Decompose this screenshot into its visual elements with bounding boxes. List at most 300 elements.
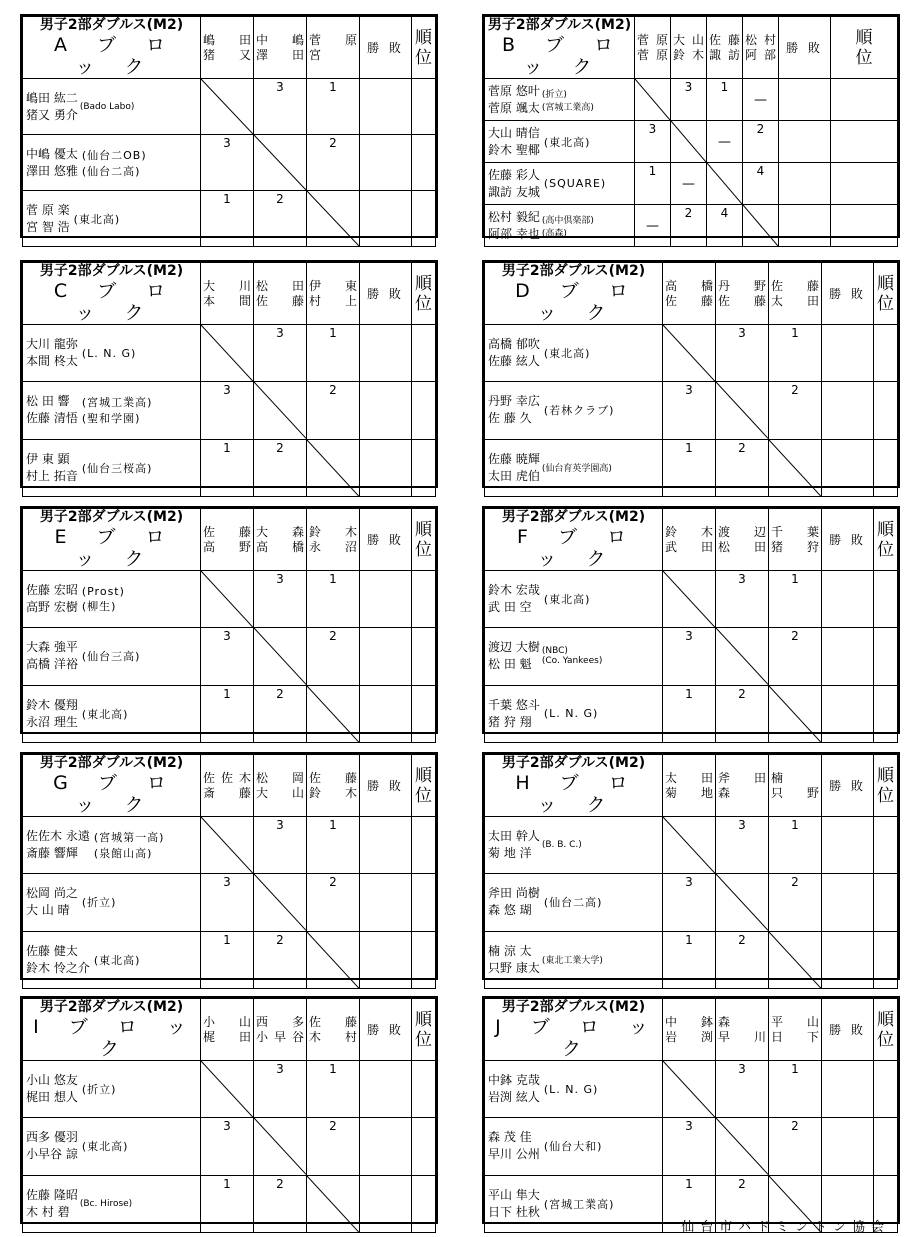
player-name-1: 大川 龍弥	[26, 337, 78, 352]
win-loss-header: 勝 敗	[360, 999, 412, 1061]
block-label: B ブ ロ ッ ク	[501, 34, 626, 78]
round-robin-table	[484, 998, 898, 1233]
opponent-name-1: 千 葉	[771, 524, 819, 539]
opponent-name-2: 梶 田	[203, 1029, 251, 1044]
event-title: 男子2部ダブルス(M2)	[39, 755, 184, 771]
match-order: 3	[223, 383, 231, 398]
opponent-header	[716, 263, 769, 325]
player-name-2: 佐藤 清悟	[26, 411, 78, 426]
rank-header	[412, 17, 436, 79]
rank-header	[874, 999, 898, 1061]
player-name-2: 森 悠 瑚	[488, 903, 532, 918]
player-name-2: 太田 虎伯	[488, 468, 540, 483]
opponent-name-2: 日 下	[771, 1029, 819, 1044]
opponent-name-1: 佐 藤	[309, 770, 357, 785]
opponent-name-2: 高 野	[203, 539, 251, 554]
pair-cell	[23, 874, 201, 931]
match-cell	[201, 1118, 254, 1175]
diagonal-line	[254, 628, 306, 684]
opponent-header	[716, 755, 769, 817]
player-name-1: 小山 悠友	[26, 1073, 78, 1088]
event-title: 男子2部ダブルス(M2)	[487, 17, 632, 33]
player-name-2: 斎藤 響輝	[26, 846, 78, 861]
player-row	[485, 1061, 898, 1118]
match-order: 3	[685, 1119, 693, 1134]
opponent-name-2: 武 田	[665, 539, 713, 554]
match-order: 1	[329, 572, 337, 586]
match-cell	[254, 325, 307, 382]
event-title: 男子2部ダブルス(M2)	[39, 263, 184, 279]
match-order: 3	[738, 1062, 746, 1076]
match-order: 1	[685, 686, 693, 701]
pair-names	[26, 828, 90, 862]
rank-label-2: 位	[415, 47, 432, 68]
club-line: (高中倶楽部)	[541, 215, 594, 226]
club-line: (若林クラブ)	[543, 404, 615, 418]
club-name	[544, 1196, 615, 1212]
opponent-header	[254, 17, 307, 79]
block-label: J ブ ロ ッ ク	[495, 1016, 660, 1060]
opponent-name-1: 太 田	[665, 770, 713, 785]
rank-cell	[412, 874, 436, 931]
player-row	[485, 439, 898, 496]
match-cell	[307, 1118, 360, 1175]
player-name-2: 宮 智 浩	[26, 219, 70, 234]
club-name	[82, 460, 153, 476]
player-name-1: 鈴木 優翔	[26, 697, 78, 712]
opponent-name-2: 佐 藤	[256, 293, 304, 308]
win-loss-cell	[822, 931, 874, 988]
match-order: 1	[648, 164, 657, 178]
match-order: 2	[329, 383, 337, 398]
player-row	[23, 191, 436, 247]
match-order: 3	[685, 629, 693, 644]
match-cell	[254, 191, 307, 247]
club-name	[544, 177, 606, 190]
club-line: (東北高)	[81, 1140, 129, 1154]
player-name-1: 佐藤 宏昭	[26, 583, 78, 598]
diagonal-line	[201, 571, 253, 627]
block-label: D ブ ロ ッ ク	[515, 280, 640, 324]
pair-names	[26, 336, 78, 370]
opponent-header	[254, 755, 307, 817]
rank-label-1: 順	[415, 765, 432, 786]
match-cell	[254, 79, 307, 135]
pair-names	[26, 146, 78, 180]
match-order: 1	[720, 80, 729, 94]
rank-header	[412, 999, 436, 1061]
match-cell	[716, 439, 769, 496]
opponent-header	[769, 755, 822, 817]
opponent-name-1: 佐 藤	[309, 1014, 357, 1029]
rank-header	[412, 263, 436, 325]
rank-header	[874, 755, 898, 817]
opponent-name-1: 中 嶋	[256, 32, 304, 47]
self-match-cell	[671, 121, 707, 163]
opponent-name-1: 佐 藤	[709, 32, 740, 47]
match-cell	[254, 1061, 307, 1118]
opponent-name-2: 猪 狩	[771, 539, 819, 554]
pair-cell	[485, 685, 663, 742]
win-loss-cell	[822, 325, 874, 382]
rank-label-1: 順	[415, 1009, 432, 1030]
match-order: 2	[791, 875, 799, 890]
self-match-cell	[663, 817, 716, 874]
player-name-1: 平山 隼大	[488, 1187, 540, 1202]
rank-cell	[412, 382, 436, 439]
rank-cell	[412, 135, 436, 191]
match-cell	[716, 817, 769, 874]
player-name-2: 澤田 悠雅	[26, 163, 78, 178]
opponent-header	[663, 755, 716, 817]
win-loss-header: 勝 敗	[822, 999, 874, 1061]
match-cell	[307, 817, 360, 874]
event-title: 男子2部ダブルス(M2)	[39, 17, 184, 33]
club-line: (東北高)	[81, 707, 129, 721]
rank-label-2: 位	[877, 1029, 894, 1050]
rank-cell	[412, 79, 436, 135]
win-loss-cell	[822, 571, 874, 628]
win-loss-cell	[779, 79, 831, 121]
rank-cell	[874, 874, 898, 931]
match-cell	[716, 1061, 769, 1118]
player-row	[485, 874, 898, 931]
rank-cell	[412, 817, 436, 874]
win-loss-header: 勝 敗	[822, 263, 874, 325]
win-loss-cell	[360, 628, 412, 685]
pair-cell	[485, 628, 663, 685]
player-row	[23, 135, 436, 191]
block-title	[23, 755, 201, 817]
club-line: (宮城工業高)	[543, 1197, 615, 1211]
block-a	[20, 14, 438, 238]
match-cell	[201, 191, 254, 247]
match-order: 1	[685, 1176, 693, 1191]
player-row	[23, 325, 436, 382]
match-cell	[743, 163, 779, 205]
match-order: 3	[738, 326, 746, 340]
player-name-1: 佐藤 暁輝	[488, 451, 540, 466]
diagonal-line	[635, 79, 670, 120]
opponent-header	[307, 509, 360, 571]
rank-cell	[412, 439, 436, 496]
diagonal-line	[769, 686, 821, 742]
round-robin-table	[22, 754, 436, 989]
win-loss-cell	[360, 135, 412, 191]
player-name-2: 高橋 洋裕	[26, 657, 78, 672]
diagonal-line	[201, 325, 253, 381]
diagonal-line	[254, 382, 306, 438]
opponent-name-2: 佐 藤	[665, 293, 713, 308]
diagonal-line	[201, 817, 253, 873]
match-cell	[663, 1118, 716, 1175]
match-order: 1	[223, 686, 231, 701]
block-title	[485, 17, 635, 79]
player-name-2: 菅原 颯太	[488, 100, 540, 115]
match-cell	[201, 135, 254, 191]
diagonal-line	[743, 205, 778, 246]
event-title: 男子2部ダブルス(M2)	[501, 263, 646, 279]
player-row	[23, 1061, 436, 1118]
self-match-cell	[201, 79, 254, 135]
club-line: (東北高)	[543, 135, 591, 149]
pair-names	[488, 1072, 540, 1106]
pair-cell	[23, 135, 201, 191]
opponent-header	[307, 755, 360, 817]
opponent-name-2: 菅 原	[637, 47, 668, 62]
match-cell	[716, 571, 769, 628]
rank-cell	[412, 931, 436, 988]
no-match-dash: —	[718, 134, 731, 149]
self-match-cell	[254, 628, 307, 685]
diagonal-line	[716, 382, 768, 438]
rank-label-2: 位	[877, 539, 894, 560]
match-order: 2	[276, 932, 284, 947]
block-label: F ブ ロ ッ ク	[516, 526, 638, 570]
diagonal-line	[663, 817, 715, 873]
diagonal-line	[707, 163, 742, 204]
player-row	[485, 685, 898, 742]
win-loss-cell	[360, 191, 412, 247]
club-name	[544, 1138, 603, 1154]
self-match-cell	[769, 685, 822, 742]
event-title: 男子2部ダブルス(M2)	[501, 509, 646, 525]
player-row	[485, 382, 898, 439]
player-name-1: 佐藤 健太	[26, 943, 78, 958]
rank-cell	[412, 571, 436, 628]
club-line: (NBC)	[541, 646, 568, 657]
club-line: (高森)	[541, 228, 567, 239]
player-name-2: 梶田 想人	[26, 1090, 78, 1105]
round-robin-table	[22, 998, 436, 1233]
rank-label-2: 位	[415, 293, 432, 314]
pair-cell	[485, 325, 663, 382]
player-row	[23, 628, 436, 685]
opponent-name-2: 只 野	[771, 785, 819, 800]
club-line: (東北高)	[93, 953, 141, 967]
pair-cell	[23, 191, 201, 247]
block-b	[482, 14, 900, 241]
pair-names	[488, 451, 540, 485]
match-cell	[716, 325, 769, 382]
rank-header	[874, 509, 898, 571]
win-loss-cell	[822, 382, 874, 439]
self-match-cell	[307, 191, 360, 247]
match-order: 2	[276, 686, 284, 701]
player-name-1: 松 田 響	[26, 394, 70, 409]
player-name-1: 菅 原 楽	[26, 202, 70, 217]
opponent-name-2: 本 間	[203, 293, 251, 308]
match-cell	[769, 1061, 822, 1118]
opponent-header	[716, 999, 769, 1061]
block-e	[20, 506, 438, 734]
block-g	[20, 752, 438, 980]
opponent-header	[769, 999, 822, 1061]
block-label: A ブ ロ ッ ク	[53, 34, 178, 78]
opponent-name-1: 中 鉢	[665, 1014, 713, 1029]
opponent-name-2: 森	[718, 785, 731, 800]
player-name-2: 大 山 晴	[26, 903, 70, 918]
player-name-2: 菊 地 洋	[488, 846, 532, 861]
club-name	[544, 707, 598, 720]
opponent-name-1: 渡 辺	[718, 524, 766, 539]
player-name-1: 丹野 幸広	[488, 394, 540, 409]
rank-label-1: 順	[877, 765, 894, 786]
rank-cell	[412, 1175, 436, 1232]
club-name	[82, 648, 141, 664]
win-loss-cell	[822, 817, 874, 874]
pair-cell	[485, 205, 635, 247]
match-cell	[769, 817, 822, 874]
block-title	[23, 999, 201, 1061]
opponent-header	[254, 263, 307, 325]
opponent-name-1: 松 村	[745, 32, 776, 47]
rank-cell	[874, 1118, 898, 1175]
club-line: (泉館山高)	[93, 847, 153, 861]
club-line: (宮城工業高)	[81, 396, 153, 410]
opponent-name-2: 鈴 木	[309, 785, 357, 800]
opponent-name-1: 楠	[771, 770, 784, 785]
match-order: 4	[720, 206, 729, 220]
club-line: (B. B. C.)	[541, 840, 582, 851]
pair-names	[488, 885, 540, 919]
rank-label-2: 位	[415, 1029, 432, 1050]
pair-names	[26, 582, 78, 616]
self-match-cell	[254, 135, 307, 191]
block-d	[482, 260, 900, 488]
opponent-name-1: 佐 藤	[771, 278, 819, 293]
opponent-name-2: 阿 部	[745, 47, 776, 62]
opponent-header	[716, 509, 769, 571]
match-order: 2	[329, 875, 337, 890]
opponent-header	[769, 509, 822, 571]
rank-cell	[412, 1061, 436, 1118]
club-line: (東北高)	[543, 593, 591, 607]
opponent-name-1: 丹 野	[718, 278, 766, 293]
opponent-name-2: 諏 訪	[709, 47, 740, 62]
win-loss-cell	[360, 325, 412, 382]
club-name	[82, 706, 129, 722]
club-name	[544, 402, 615, 418]
block-label: E ブ ロ ッ ク	[54, 526, 177, 570]
match-cell	[201, 628, 254, 685]
match-order: 1	[329, 80, 337, 94]
match-cell	[663, 439, 716, 496]
pair-cell	[485, 571, 663, 628]
pair-cell	[485, 439, 663, 496]
player-name-1: 楠 涼 太	[488, 943, 532, 958]
opponent-name-1: 菅 原	[309, 32, 357, 47]
win-loss-cell	[360, 874, 412, 931]
player-row	[485, 1118, 898, 1175]
diagonal-line	[716, 874, 768, 930]
player-name-2: 日下 杜秋	[488, 1204, 540, 1219]
pair-cell	[485, 817, 663, 874]
player-row	[485, 325, 898, 382]
player-name-2: 諏訪 友城	[488, 184, 540, 199]
club-name	[82, 147, 147, 179]
player-row	[485, 931, 898, 988]
rank-label-2: 位	[855, 47, 873, 68]
self-match-cell	[635, 79, 671, 121]
club-line: (仙台三桜高)	[81, 461, 153, 475]
club-line: (柳生)	[81, 599, 117, 613]
club-line: (Bado Labo)	[79, 101, 135, 112]
opponent-header	[201, 999, 254, 1061]
win-loss-cell	[822, 1061, 874, 1118]
win-loss-cell	[779, 205, 831, 247]
club-name	[94, 952, 141, 968]
rank-cell	[412, 325, 436, 382]
win-loss-header: 勝 敗	[822, 509, 874, 571]
player-name-1: 森 茂 佳	[488, 1130, 532, 1145]
match-order: 2	[329, 1119, 337, 1134]
player-name-2: 高野 宏樹	[26, 600, 78, 615]
pair-names	[26, 885, 78, 919]
player-name-1: 松岡 尚之	[26, 886, 78, 901]
win-loss-cell	[360, 1061, 412, 1118]
rank-label-2: 位	[877, 293, 894, 314]
match-cell	[769, 628, 822, 685]
diagonal-line	[201, 79, 253, 134]
win-loss-cell	[360, 79, 412, 135]
opponent-name-1: 菅 原	[637, 32, 668, 47]
opponent-name-2: 松 田	[718, 539, 766, 554]
match-cell	[663, 874, 716, 931]
rank-cell	[874, 382, 898, 439]
event-title: 男子2部ダブルス(M2)	[501, 999, 646, 1015]
win-loss-cell	[360, 382, 412, 439]
pair-names	[26, 639, 78, 673]
match-order: 1	[223, 440, 231, 455]
opponent-header	[201, 509, 254, 571]
player-name-2: 木 村 碧	[26, 1204, 70, 1219]
club-name	[82, 347, 136, 360]
rank-cell	[874, 817, 898, 874]
opponent-header	[254, 509, 307, 571]
match-order: 1	[223, 192, 231, 206]
player-row	[23, 382, 436, 439]
rank-cell	[874, 571, 898, 628]
diagonal-line	[254, 874, 306, 930]
rank-cell	[831, 163, 898, 205]
rank-cell	[412, 1118, 436, 1175]
diagonal-line	[307, 686, 359, 742]
event-title: 男子2部ダブルス(M2)	[39, 509, 184, 525]
pair-cell	[485, 931, 663, 988]
player-row	[23, 1175, 436, 1232]
no-match-dash: —	[754, 92, 767, 107]
club-name	[82, 1081, 117, 1097]
club-name	[544, 345, 591, 361]
rank-label-1: 順	[415, 27, 432, 48]
match-cell	[769, 325, 822, 382]
player-name-2: 松 田 魁	[488, 657, 532, 672]
rank-label-2: 位	[877, 785, 894, 806]
opponent-name-1: 佐 藤	[203, 524, 251, 539]
opponent-header	[254, 999, 307, 1061]
player-name-1: 高橋 郁吹	[488, 337, 540, 352]
player-name-2: 猪 狩 翔	[488, 714, 532, 729]
match-cell	[254, 685, 307, 742]
player-row	[485, 628, 898, 685]
win-loss-header: 勝 敗	[360, 755, 412, 817]
rank-label-1: 順	[877, 519, 894, 540]
self-match-cell	[201, 571, 254, 628]
opponent-header	[201, 755, 254, 817]
player-name-1: 佐藤 隆昭	[26, 1187, 78, 1202]
match-cell	[663, 931, 716, 988]
